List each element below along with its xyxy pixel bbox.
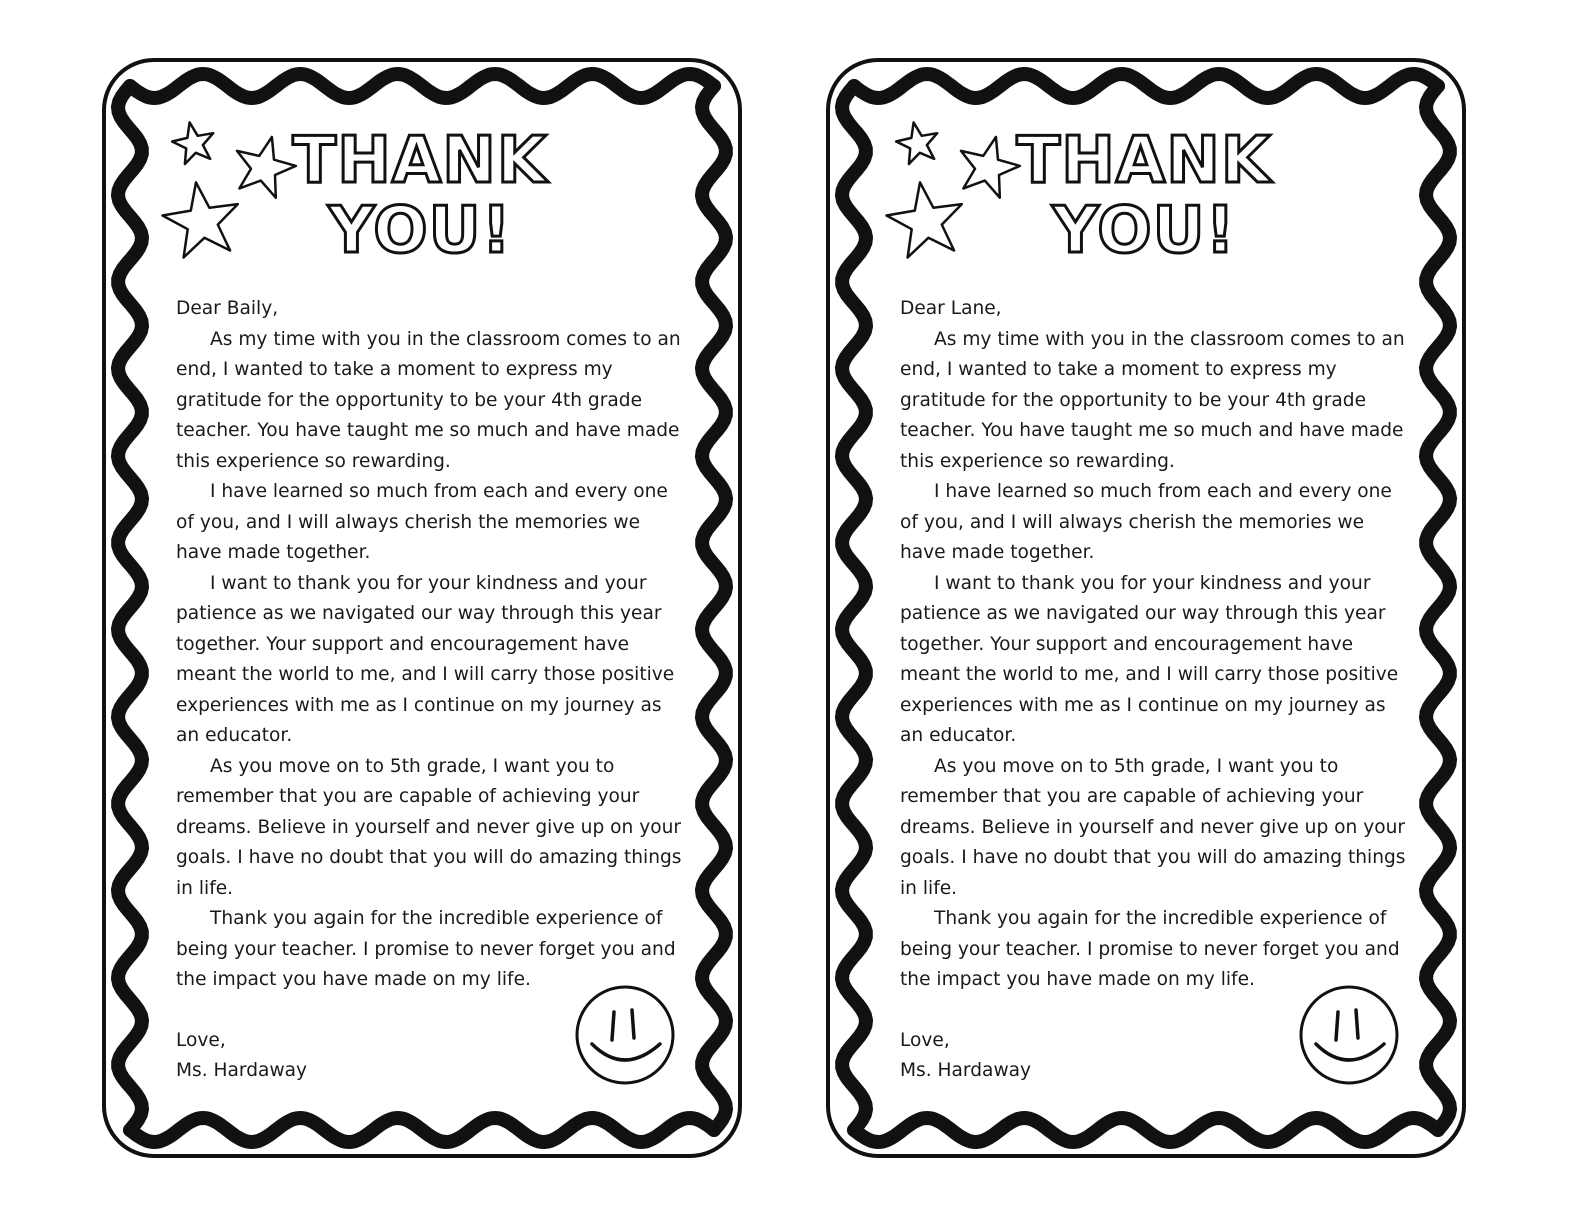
wavy-border-left [118, 86, 142, 1130]
star-icon [163, 182, 238, 257]
title-line-you: YOU! [328, 194, 512, 268]
letter-body [176, 294, 686, 1087]
smiley-face-outline [577, 987, 673, 1083]
smiley-eye [632, 1010, 634, 1038]
letter-paragraph-2: I have learned so much from each and every one of you, and I will always cherish the memories we have made together. [900, 481, 1392, 563]
letter-paragraph-4: As you move on to 5th grade, I want you to remember that you are capable of achieving your dreams. Believe in yourself and never give up on your goals. I have no doubt that you will do amazing things in life. [900, 755, 1406, 899]
smiley-eye [1356, 1010, 1358, 1038]
letter-paragraph-3: I want to thank you for your kindness and your patience as we navigated our way through this year together. Your support and encouragement have meant the world to me, and I will carry those positive experiences with me as I continue on my journey as an educator. [176, 572, 675, 746]
smiley-eye [1336, 1012, 1338, 1040]
letter-signature: Ms. Hardaway [900, 1060, 1032, 1081]
wavy-border-right [702, 86, 726, 1130]
letter-signature: Ms. Hardaway [176, 1060, 308, 1081]
thank-you-title [285, 126, 555, 266]
wavy-border-bottom [130, 1118, 714, 1142]
letter-paragraph-4: As you move on to 5th grade, I want you to remember that you are capable of achieving your dreams. Believe in yourself and never give up on your goals. I have no doubt that you will do amazing things in life. [176, 755, 682, 899]
smiley-face-icon [574, 984, 676, 1086]
letter-greeting: Dear Lane, [900, 298, 1002, 319]
smiley-face-icon [1298, 984, 1400, 1086]
star-icon [896, 122, 937, 164]
wavy-border-right [1426, 86, 1450, 1130]
thank-you-card-lane [824, 56, 1468, 1160]
letter-paragraph-3: I want to thank you for your kindness and your patience as we navigated our way through this year together. Your support and encouragement have meant the world to me, and I will carry those positive experiences with me as I continue on my journey as an educator. [900, 572, 1399, 746]
letter-greeting: Dear Baily, [176, 298, 279, 319]
wavy-border-top [130, 74, 714, 98]
letter-closing: Love, [176, 1029, 226, 1051]
letter-paragraph-1: As my time with you in the classroom comes to an end, I wanted to take a moment to express my gratitude for the opportunity to be your 4th grade teacher. You have taught me so much and have made this experience so rewarding. [176, 328, 681, 472]
thank-you-card-baily [100, 56, 744, 1160]
letter-paragraph-1: As my time with you in the classroom comes to an end, I wanted to take a moment to express my gratitude for the opportunity to be your 4th grade teacher. You have taught me so much and have made this experience so rewarding. [900, 328, 1405, 472]
letter-paragraph-5: Thank you again for the incredible experience of being your teacher. I promise to never forget you and the impact you have made on my life. [900, 908, 1400, 990]
letter-paragraph-2: I have learned so much from each and every one of you, and I will always cherish the memories we have made together. [176, 481, 668, 563]
star-icon [887, 182, 962, 257]
letter-paragraph-5: Thank you again for the incredible experience of being your teacher. I promise to never forget you and the impact you have made on my life. [176, 908, 676, 990]
smiley-face-outline [1301, 987, 1397, 1083]
title-line-thank: THANK [292, 124, 548, 198]
star-icon [172, 122, 213, 164]
thank-you-title [1009, 126, 1279, 266]
wavy-border-bottom [854, 1118, 1438, 1142]
title-line-you: YOU! [1052, 194, 1236, 268]
title-line-thank: THANK [1016, 124, 1272, 198]
wavy-border-left [842, 86, 866, 1130]
letter-body [900, 294, 1410, 1087]
letter-closing: Love, [900, 1029, 950, 1051]
smiley-eye [612, 1012, 614, 1040]
wavy-border-top [854, 74, 1438, 98]
